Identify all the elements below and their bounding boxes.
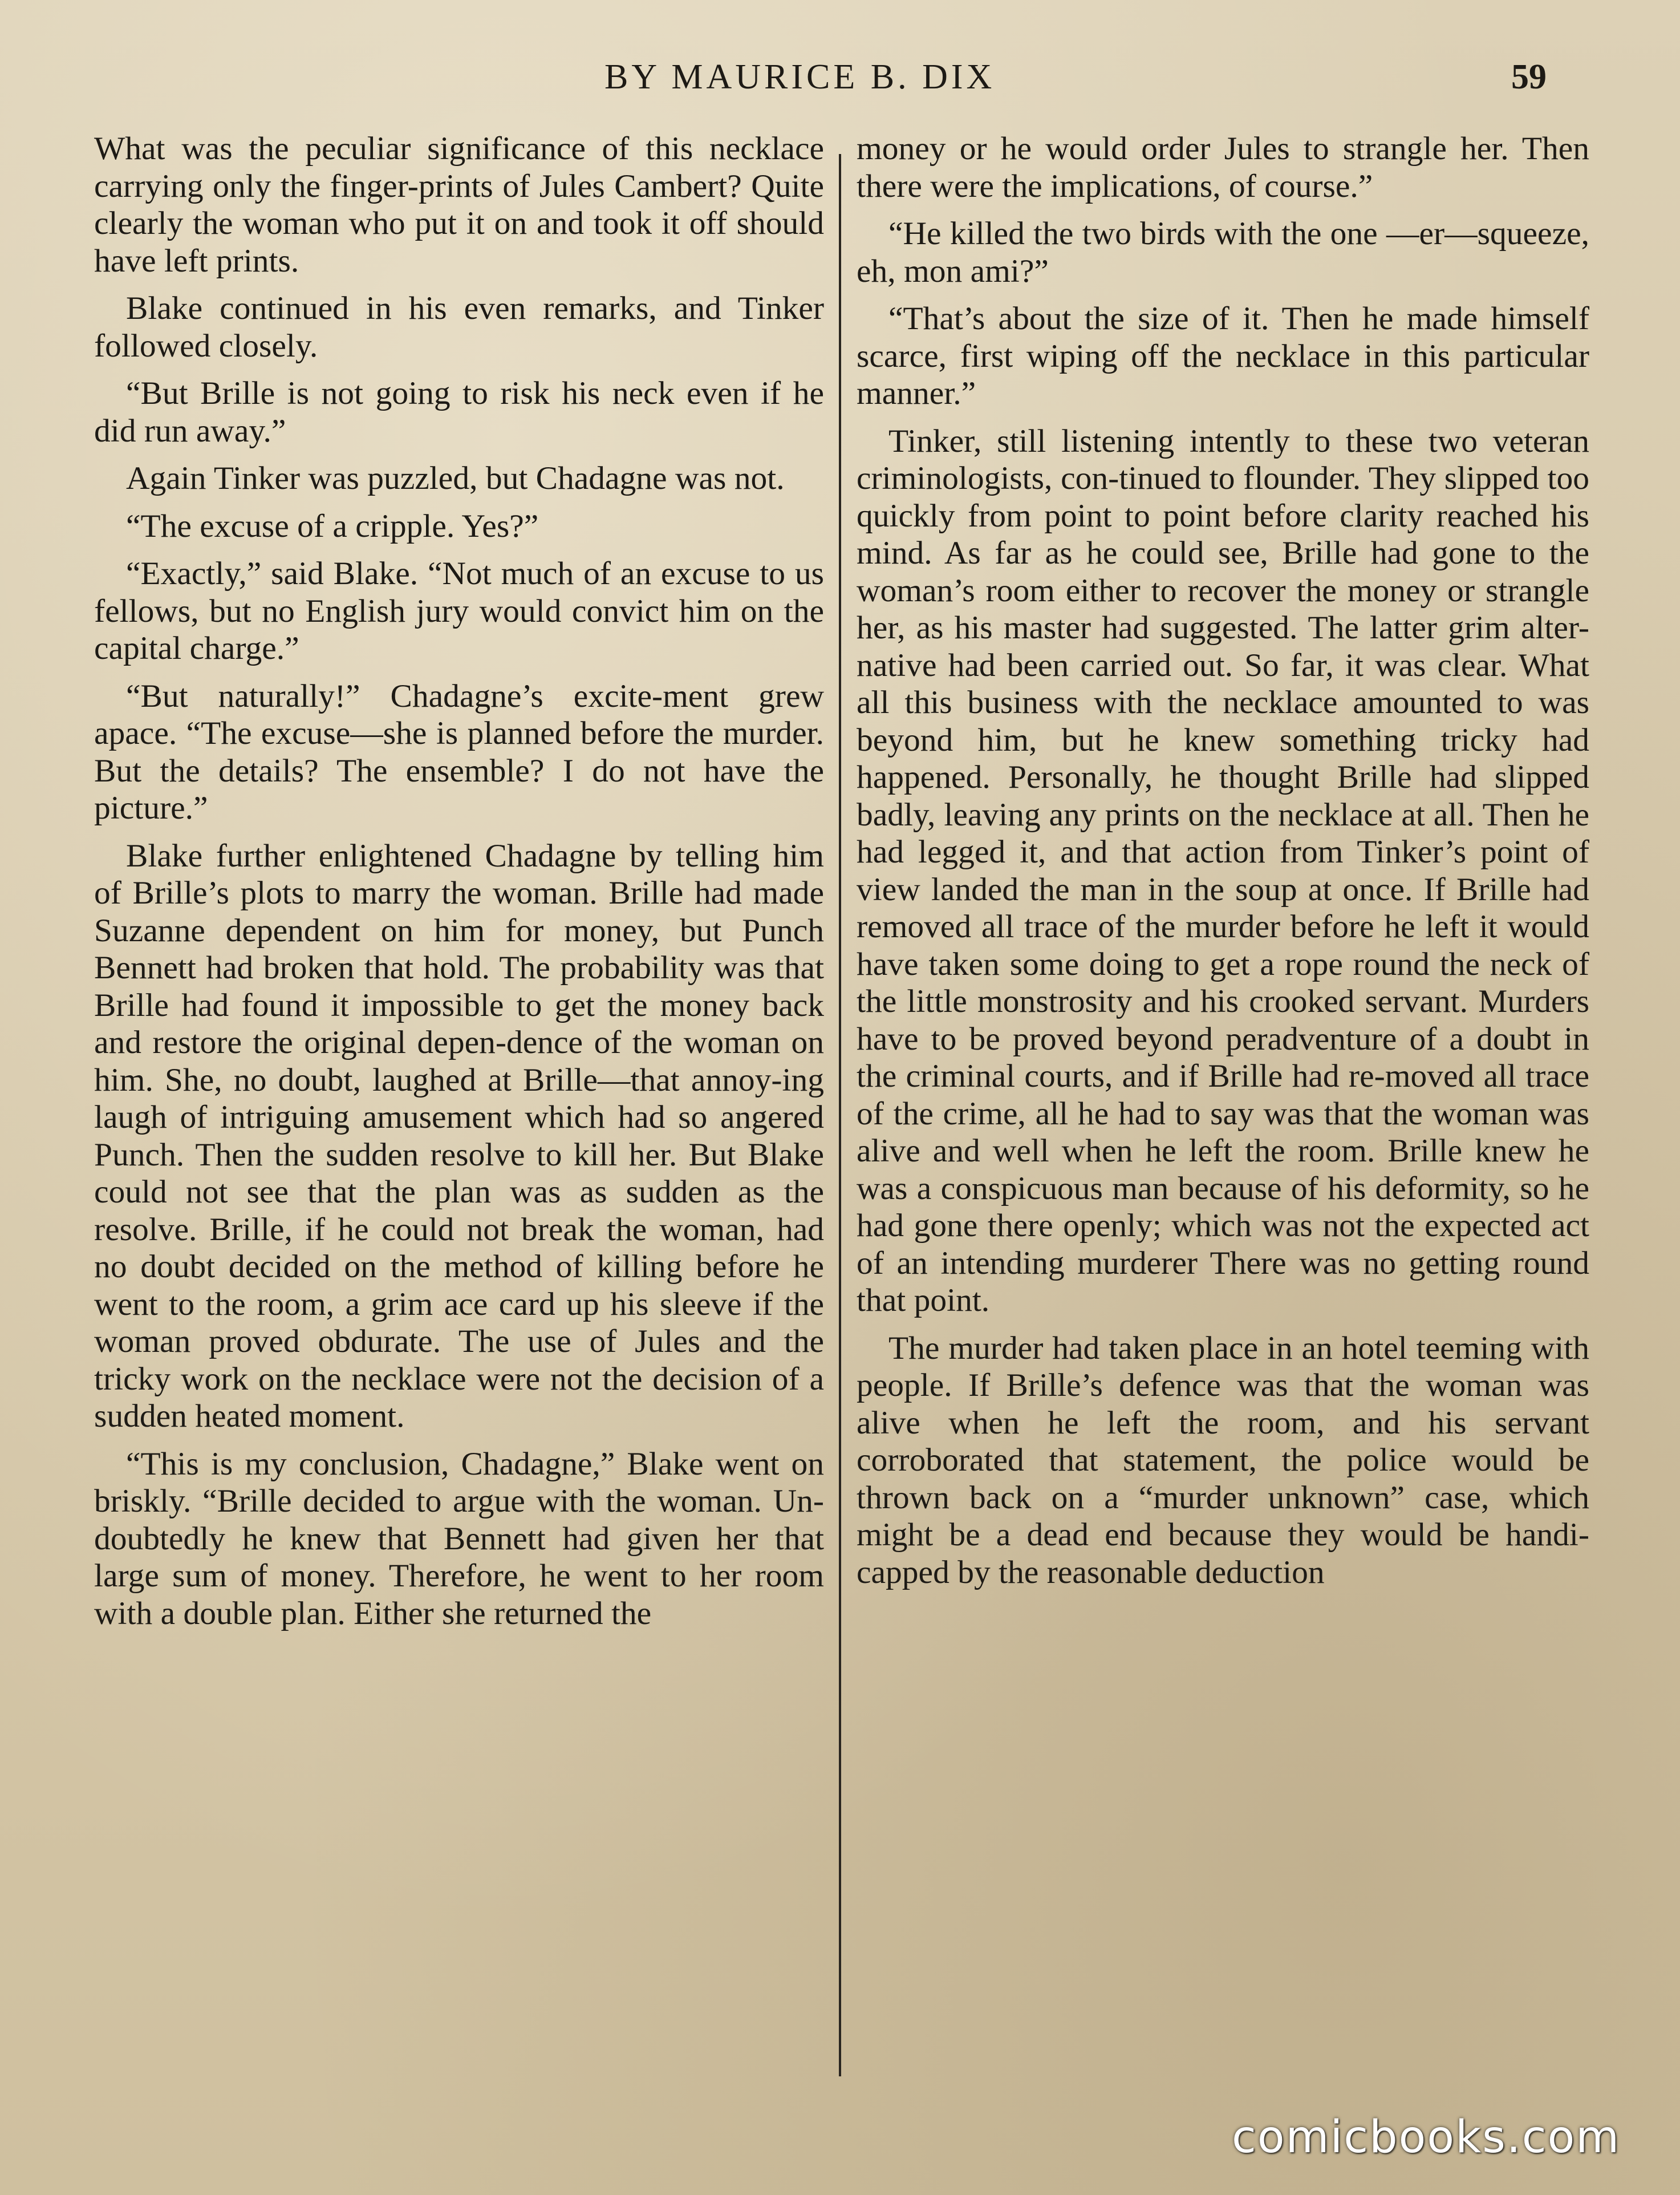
paragraph: “Exactly,” said Blake. “Not much of an excuse to us fellows, but no English jury would convict him on the capital charge.” bbox=[94, 556, 824, 666]
paragraph: “That’s about the size of it. Then he made himself scarce, first wiping off the necklace in this particular manner.” bbox=[857, 301, 1589, 411]
running-head: BY MAURICE B. DIX bbox=[604, 58, 996, 96]
paragraph: Tinker, still listening intently to these two veteran criminologists, con-tinued to flounder. They slipped too quickly from point to point before clarity reached his mind. As far as he could see, Brille had gone to the woman’s room either to recover the money or strangle her, as his master had suggested. The latter grim alter-native had been carried out. So far, it was clear. What all this business with the necklace amounted to was beyond him, but he knew something tricky had happened. Personally, he thought Brille had slipped badly, leaving any prints on the necklace at all. Then he had legged it, and that action from Tinker’s point of view landed the man in the soup at once. If Brille had removed all trace of the murder before he left it would have taken some doing to get a rope round the neck of the little monstrosity and his crooked servant. Murders have to be proved beyond peradventure of a doubt in the criminal courts, and if Brille had re-moved all trace of the crime, all he had to say was that the woman was alive and well when he left the room. Brille knew he was a conspicuous man because of his deformity, so he had gone there openly; which was not the expected act of an intending murderer There was no getting round that point. bbox=[857, 423, 1589, 1318]
site-watermark: comicbooks.com bbox=[1232, 2112, 1621, 2163]
paragraph: Blake continued in his even remarks, and Tinker followed closely. bbox=[94, 290, 824, 364]
paragraph: What was the peculiar significance of this necklace carrying only the finger-prints of Jules Cambert? Quite clearly the woman who put it on and took it off should have left prints. bbox=[94, 131, 824, 279]
column-divider bbox=[839, 154, 841, 2076]
paragraph: “This is my conclusion, Chadagne,” Blake went on briskly. “Brille decided to argue with the woman. Un-doubtedly he knew that Bennett had given her that large sum of money. Therefore, he went to her room with a double plan. Either she returned the bbox=[94, 1445, 824, 1631]
paragraph: “But naturally!” Chadagne’s excite-ment grew apace. “The excuse—she is planned before the murder. But the details? The ensemble? I do not have the picture.” bbox=[94, 678, 824, 826]
page-number: 59 bbox=[1511, 58, 1547, 96]
paragraph: The murder had taken place in an hotel teeming with people. If Brille’s defence was that the woman was alive when he left the room, and his servant corroborated that statement, the police would be thrown back on a “murder unknown” case, which might be a dead end because they would be handi-capped by the reasonable deduction bbox=[857, 1330, 1589, 1590]
paragraph: Again Tinker was puzzled, but Chadagne was not. bbox=[126, 460, 785, 496]
paragraph: “The excuse of a cripple. Yes?” bbox=[126, 508, 539, 544]
left-column bbox=[94, 130, 824, 1642]
paragraph: Blake further enlightened Chadagne by telling him of Brille’s plots to marry the woman. Brille had made Suzanne dependent on him for money, but Punch Bennett had broken that hold. The probability was that Brille had found it impossible to get the money back and restore the original depen-dence of the woman on him. She, no doubt, laughed at Brille—that annoy-ing laugh of intriguing amusement which had so angered Punch. Then the sudden resolve to kill her. But Blake could not see that the plan was as sudden as the resolve. Brille, if he could not break the woman, had no doubt decided on the method of killing before he went to the room, a grim ace card up his sleeve if the woman proved obdurate. The use of Jules and the tricky work on the necklace were not the decision of a sudden heated moment. bbox=[94, 837, 824, 1434]
paragraph: “He killed the two birds with the one —er—squeeze, eh, mon ami?” bbox=[857, 216, 1589, 289]
page-header bbox=[0, 57, 1680, 108]
right-column bbox=[857, 130, 1589, 1601]
paragraph: money or he would order Jules to strangle her. Then there were the implications, of course.” bbox=[857, 131, 1589, 204]
paragraph: “But Brille is not going to risk his neck even if he did run away.” bbox=[94, 375, 824, 449]
